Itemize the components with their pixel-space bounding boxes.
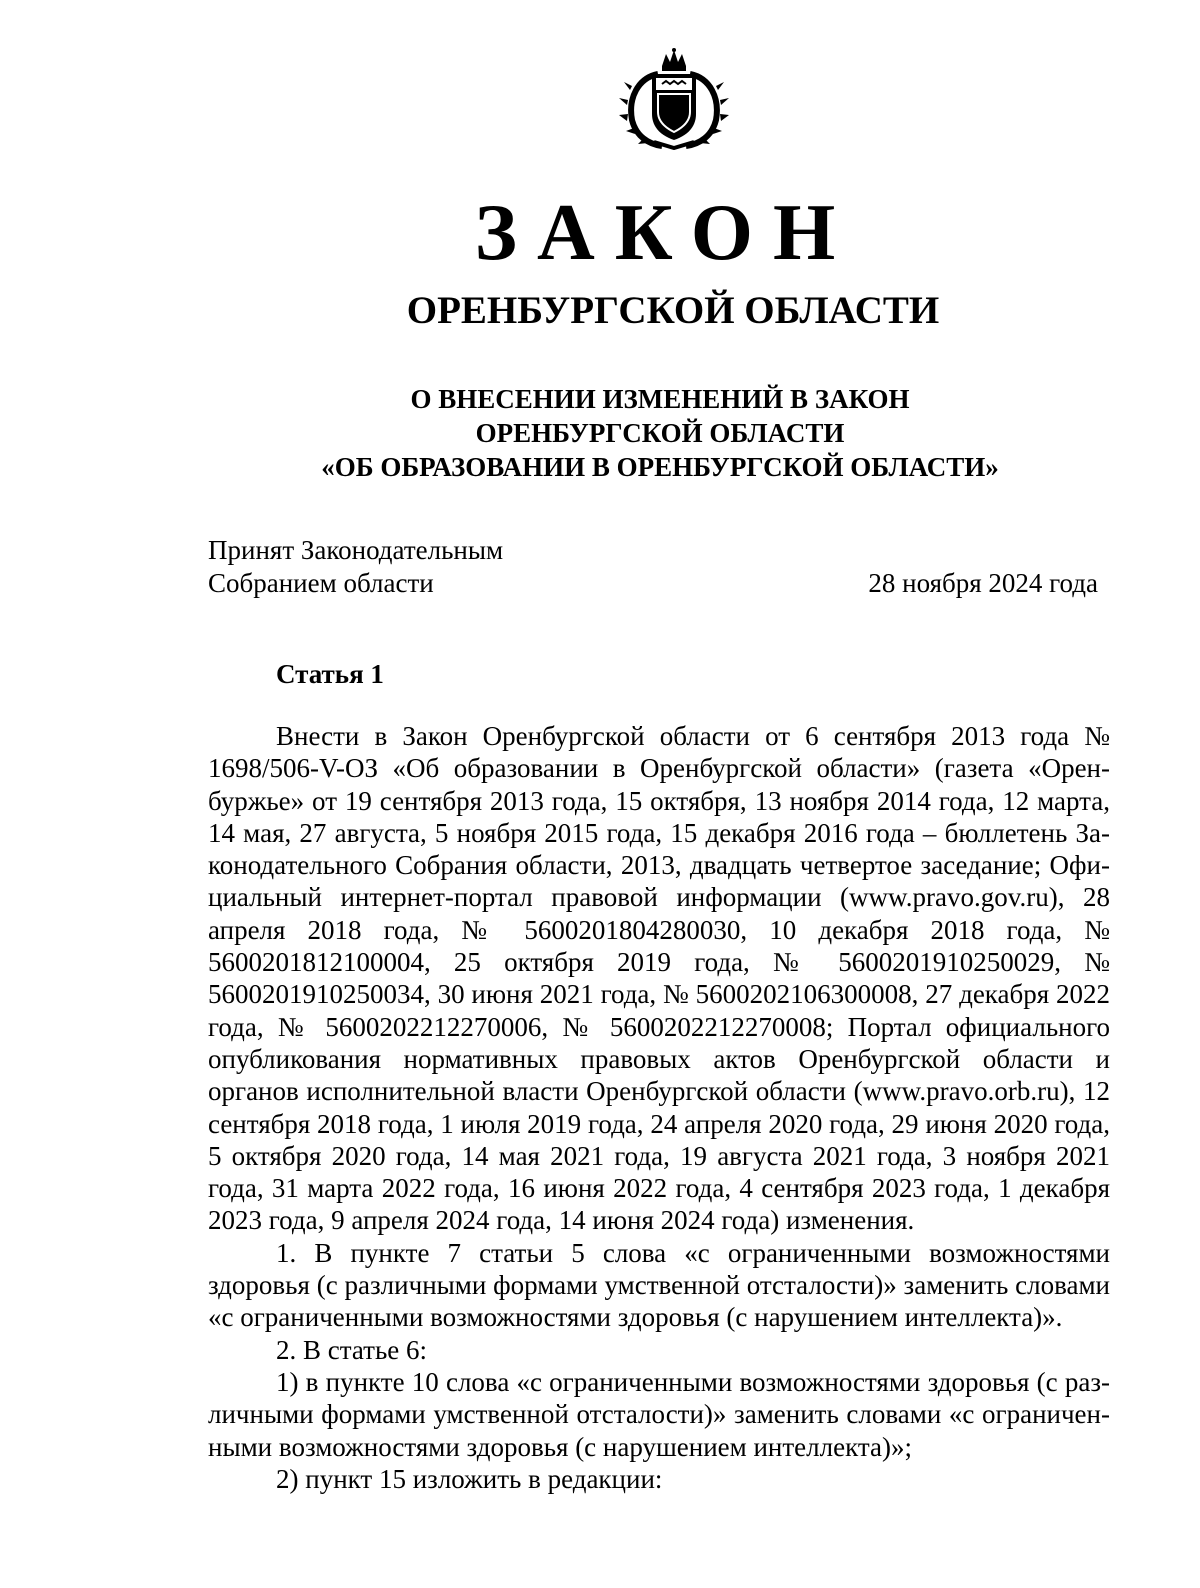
region-name: ОРЕНБУРГСКОЙ ОБЛАСТИ xyxy=(406,289,940,332)
article-paragraph: 1. В пункте 7 статьи 5 слова «с ограниченными возможностями здоровья (с различными формами умственной отсталости)» заменить словами «с ограниченными возможностями здоровья (с нарушением интеллекта)». xyxy=(208,1237,1110,1333)
article-heading: Статья 1 xyxy=(276,659,384,689)
coat-of-arms-icon xyxy=(618,48,730,150)
article-body xyxy=(208,720,1110,1495)
article-paragraph: 2) пункт 15 изложить в редакции: xyxy=(276,1463,663,1494)
document-title: ЗАКОН xyxy=(474,189,856,277)
law-subject xyxy=(0,382,1200,484)
subject-line: ОРЕНБУРГСКОЙ ОБЛАСТИ xyxy=(475,418,845,448)
article-paragraph: 2. В статье 6: xyxy=(276,1334,428,1365)
adoption-line: Принят Законодательным xyxy=(208,535,504,565)
subject-line: О ВНЕСЕНИИ ИЗМЕНЕНИЙ В ЗАКОН xyxy=(410,384,910,414)
subject-line: «ОБ ОБРАЗОВАНИИ В ОРЕНБУРГСКОЙ ОБЛАСТИ» xyxy=(321,452,999,482)
adoption-date: 28 ноября 2024 года xyxy=(868,568,1098,598)
adoption-note xyxy=(208,534,503,600)
article-paragraph: 1) в пункте 10 слова «с ограниченными возможностями здоровья (с различными формами умственной отсталости)» заменить словами «с ограниченными возможностями здоровья (с нарушением интеллекта)»; xyxy=(208,1366,1110,1462)
article-paragraph: Внести в Закон Оренбургской области от 6 сентября 2013 года № 1698/506-V-ОЗ «Об образовании в Оренбургской области» (газета «Оренбуржье» от 19 сентября 2013 года, 15 октября, 13 ноября 2014 года, 12 марта, 14 мая, 27 августа, 5 ноября 2015 года, 15 декабря 2016 года – бюллетень Законодательного Собрания области, 2013, двадцать четвертое заседание; Официальный интернет-портал правовой информации (www.pravo.gov.ru), 28 апреля 2018 года, № 5600201804280030, 10 декабря 2018 года, № 5600201812100004, 25 октября 2019 года, № 5600201910250029, № 5600201910250034, 30 июня 2021 года, № 5600202106300008, 27 декабря 2022 года, № 5600202212270006, № 5600202212270008; Портал официального опубликования нормативных правовых актов Оренбургской области и органов исполнительной власти Оренбургской области (www.pravo.orb.ru), 12 сентября 2018 года, 1 июля 2019 года, 24 апреля 2020 года, 29 июня 2020 года, 5 октября 2020 года, 14 мая 2021 года, 19 августа 2021 года, 3 ноября 2021 года, 31 марта 2022 года, 16 июня 2022 года, 4 сентября 2023 года, 1 декабря 2023 года, 9 апреля 2024 года, 14 июня 2024 года) изменения. xyxy=(208,721,1110,1236)
adoption-line: Собранием области xyxy=(208,568,434,598)
